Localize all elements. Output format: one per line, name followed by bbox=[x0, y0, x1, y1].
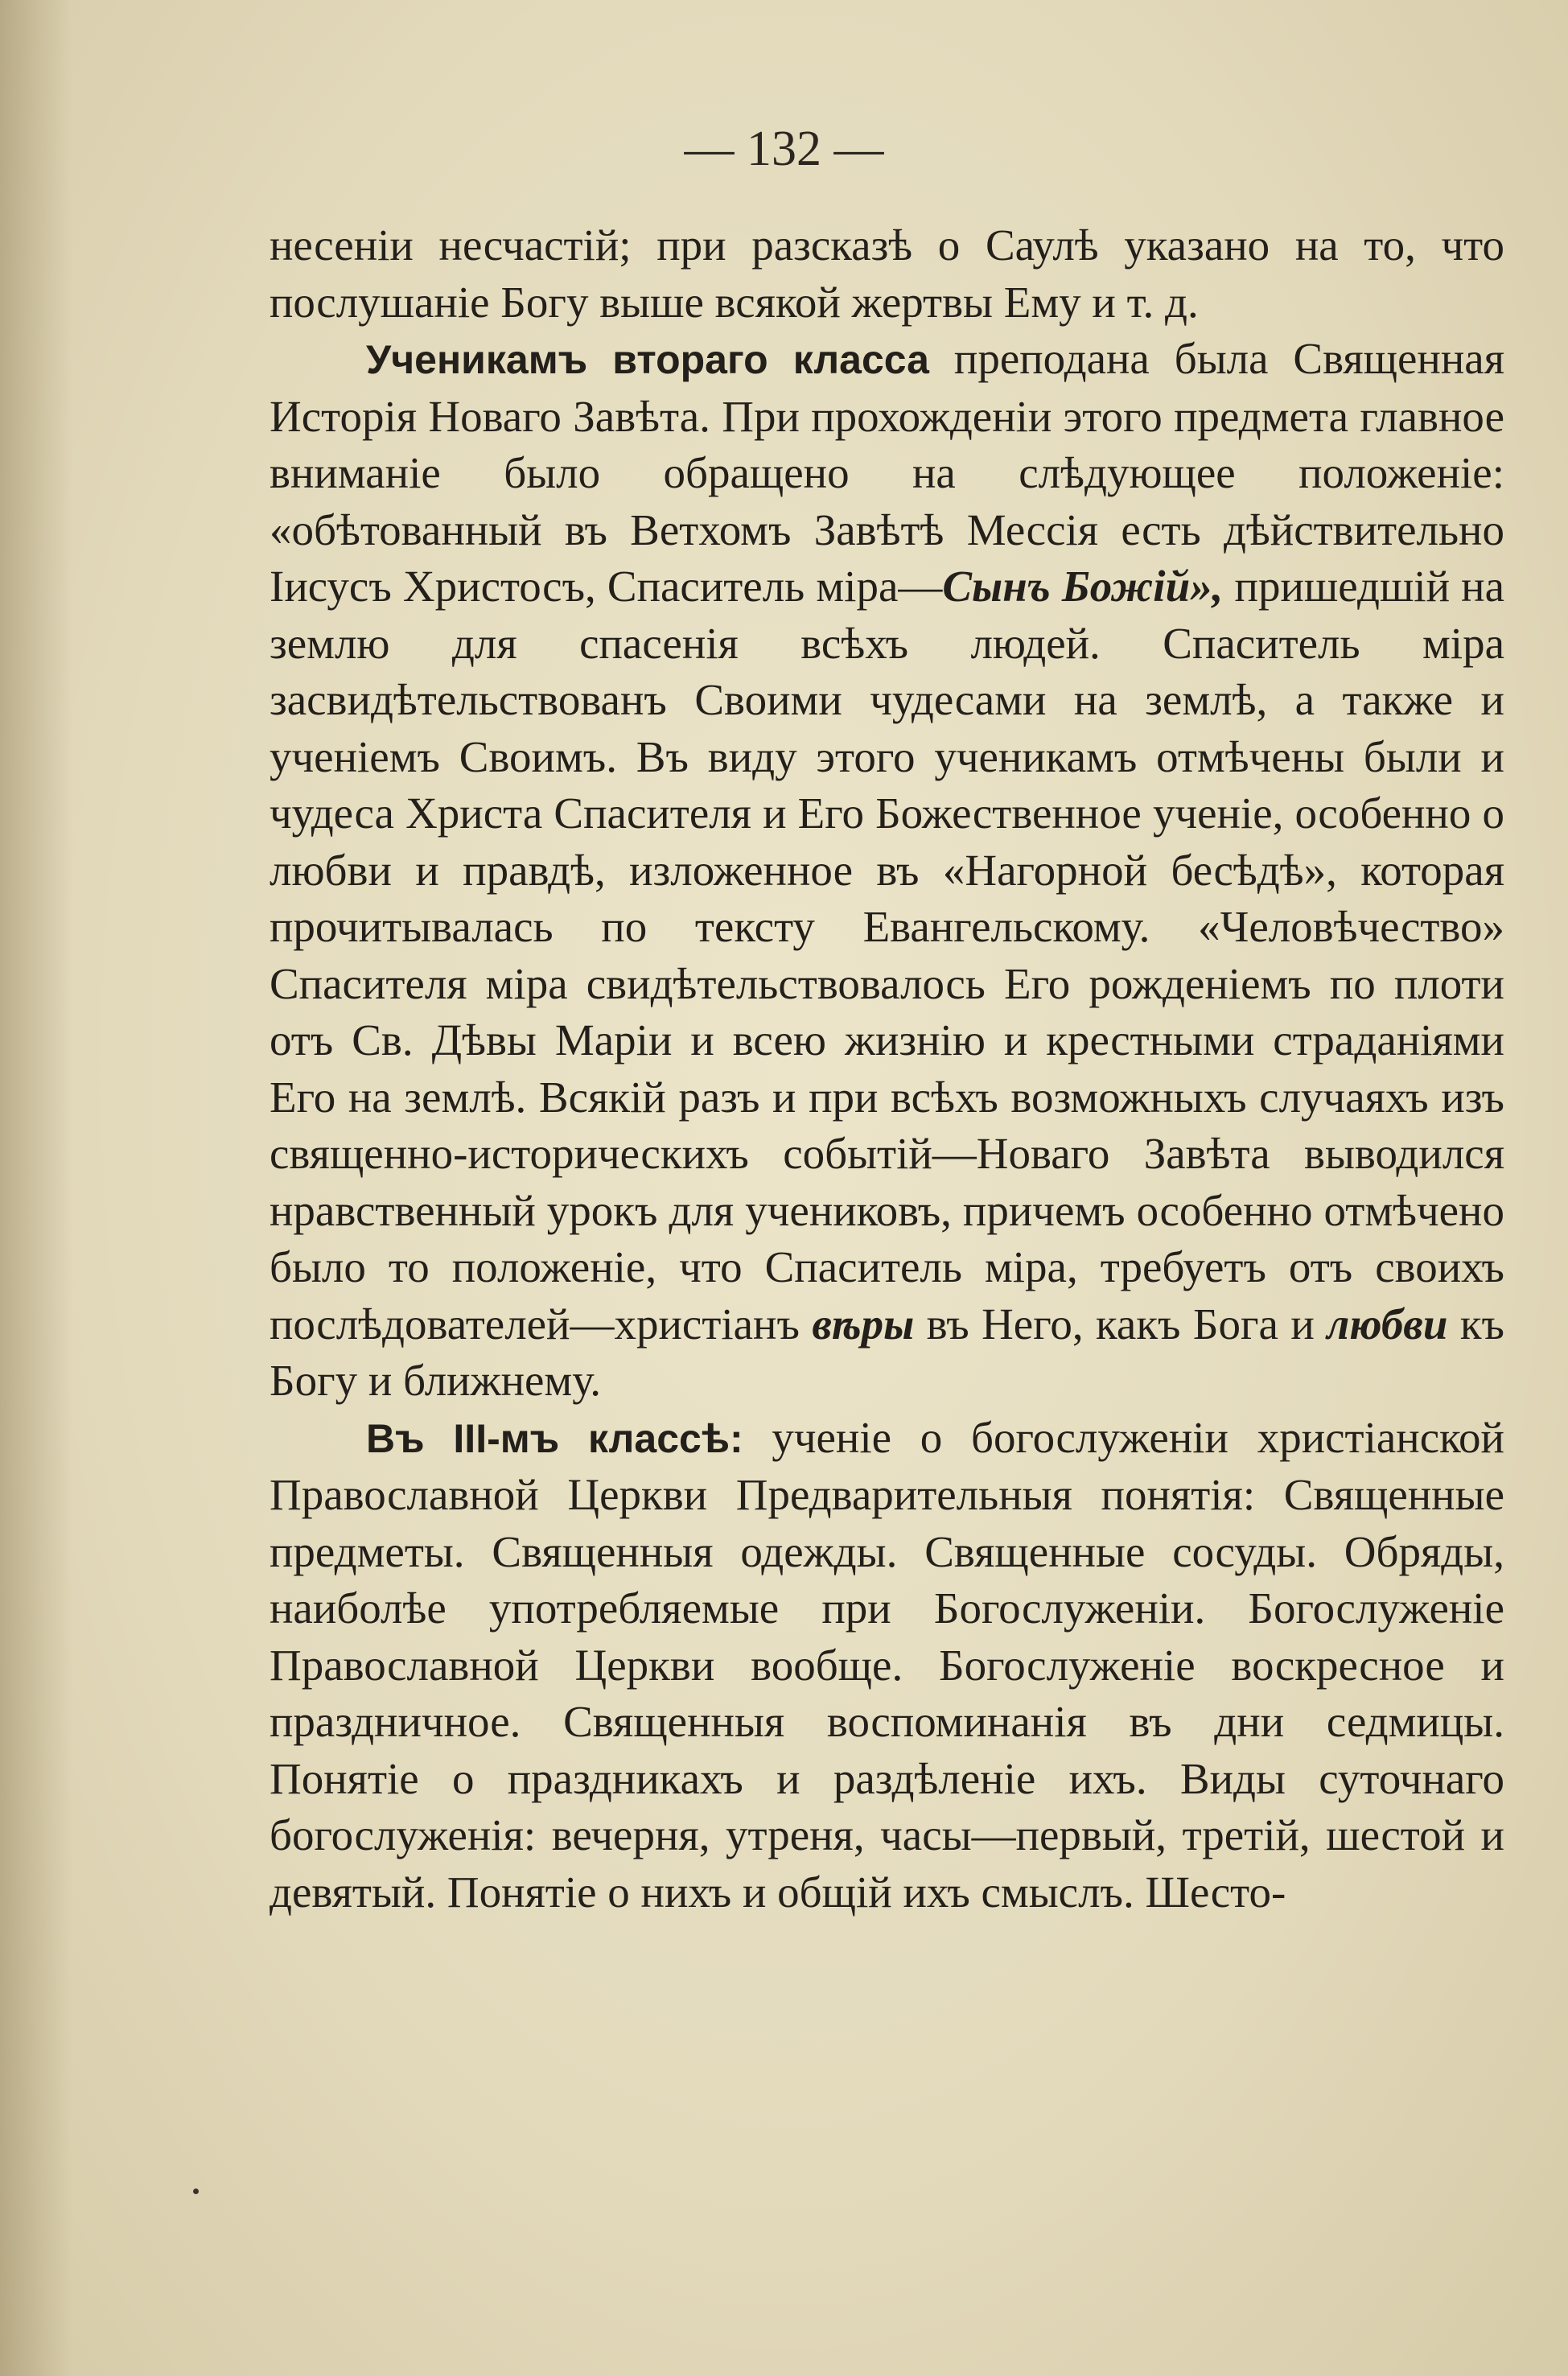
paragraph-lead-heading: Въ III-мъ классѣ: bbox=[366, 1415, 743, 1461]
text-segment: въ Него, какъ Бога и bbox=[914, 1299, 1327, 1349]
text-segment: къ Богу и ближнему. bbox=[270, 1299, 1504, 1405]
paragraph-lead-heading: Ученикамъ втораго класса bbox=[366, 337, 929, 382]
text-segment: пришедшiй на землю для спасенiя всѣхъ людей. Спаситель мiра засвидѣтельствованъ Своими чудесами на землѣ, а также и ученiемъ Своимъ. Въ виду этого ученикамъ отмѣчены были и чудеса Христа Спасителя и Его Божественное ученiе, особенно о любви и правдѣ, изложенное въ «Нагорной бесѣдѣ», которая прочитывалась по тексту Евангельскому. «Человѣчество» Спасителя мiра свидѣтельствовалось Его рожденiемъ по плоти отъ Св. Дѣвы Марiи и всею жизнiю и крестными страданiями Его на землѣ. Всякiй разъ и при всѣхъ возможныхъ случаяхъ изъ священно-историческихъ событiй—Новаго Завѣта выводился нравственный урокъ для учениковъ, причемъ особенно отмѣчено было то положенiе, что Спаситель мiра, требуетъ отъ своихъ послѣдователей—христiанъ bbox=[270, 562, 1504, 1349]
binding-shadow bbox=[0, 0, 72, 2376]
paragraph-second-class bbox=[270, 331, 1504, 1410]
body-text bbox=[270, 217, 1504, 1921]
emphasized-text: любви bbox=[1327, 1299, 1448, 1349]
paragraph-third-class bbox=[270, 1410, 1504, 1921]
text-segment: преподана была Священная Исторiя Новаго Завѣта. При прохожденiи этого предмета главное вниманiе было обращено на слѣдующее положенiе: «обѣтованный въ Ветхомъ Завѣтѣ Мессiя есть дѣйствительно Iисусъ Христосъ, Спаситель мiра— bbox=[270, 334, 1504, 611]
paper-speck bbox=[193, 2189, 199, 2194]
paragraph-continuation bbox=[270, 217, 1504, 331]
text-segment: несенiи несчастiй; при разсказѣ о Саулѣ указано на то, что послушанiе Богу выше всякой жертвы Ему и т. д. bbox=[270, 220, 1504, 327]
emphasized-text: вѣры bbox=[812, 1299, 915, 1349]
page-number: — 132 — bbox=[684, 121, 884, 176]
emphasized-text: Сынъ Божiй», bbox=[942, 562, 1224, 611]
text-segment: ученiе о богослуженiи христiанской Православной Церкви Предварительныя понятiя: Священные предметы. Священныя одежды. Священные сосуды. Обряды, наиболѣе употребляемые при Богослуженiи. Богослуженiе Православной Церкви вообще. Богослуженiе воскресное и праздничное. Священныя воспоминанiя въ дни седмицы. Понятiе о праздникахъ и раздѣленiе ихъ. Виды суточнаго богослуженiя: вечерня, утреня, часы—первый, третiй, шестой и девятый. Понятiе о нихъ и общiй ихъ смыслъ. Шесто- bbox=[270, 1412, 1504, 1917]
